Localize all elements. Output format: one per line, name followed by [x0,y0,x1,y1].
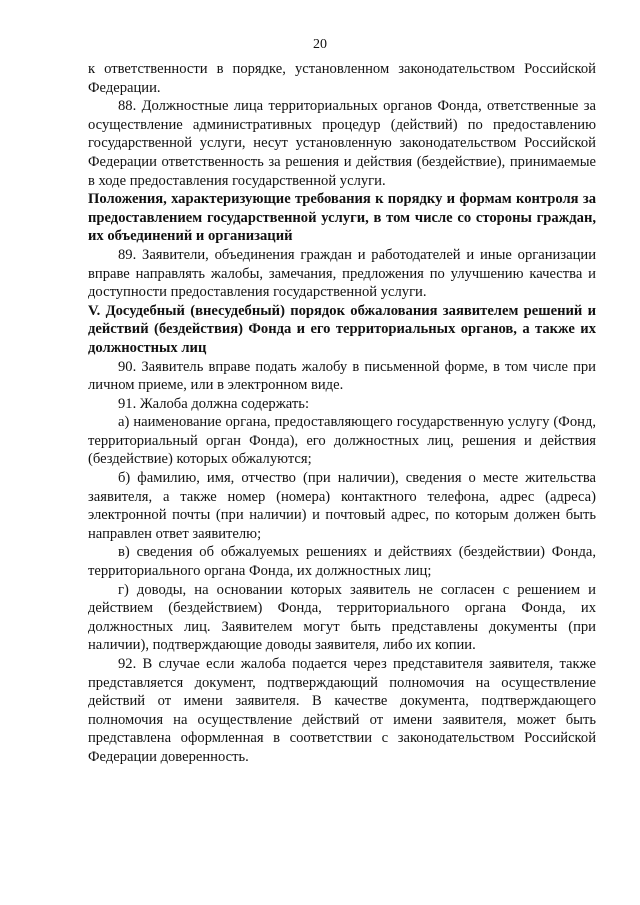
section-heading-control: Положения, характеризующие требования к порядку и формам контроля за предоставлением государственной услуги, в том числе со стороны граждан, их объединений и организаций [88,191,596,245]
paragraph-91-a: а) наименование органа, предоставляющего государственную услугу (Фонд, территориальный орган Фонда), его должностных лиц, решения и действия (бездействие) которых обжалуются; [88,414,596,468]
paragraph-88: 88. Должностные лица территориальных органов Фонда, ответственные за осуществление административных процедур (действий) по предоставлению государственной услуги, несут установленную законодательством Российской Федерации ответственность за решения и действия (бездействие), принимаемые в ходе предоставления государственной услуги. [88,98,596,189]
document-body [88,60,596,767]
paragraph-91: 91. Жалоба должна содержать: [118,395,309,412]
paragraph-90: 90. Заявитель вправе подать жалобу в письменной форме, в том числе при личном приеме, или в электронном виде. [88,358,596,394]
paragraph-92: 92. В случае если жалоба подается через представителя заявителя, также представляется документ, подтверждающий полномочия на осуществление действий от имени заявителя. В качестве документа, подтверждающего полномочия на осуществление действий от имени заявителя, может быть представлена оформленная в соответствии с законодательством Российской Федерации доверенность. [88,656,596,765]
page-number: 20 [313,37,327,52]
section-heading-v: V. Досудебный (внесудебный) порядок обжалования заявителем решений и действий (бездействия) Фонда и его территориальных органов, а также их должностных лиц [88,302,596,356]
paragraph-91-g: г) доводы, на основании которых заявитель не согласен с решением и действием (бездействием) Фонда, территориального органа Фонда, их должностных лиц. Заявителем могут быть представлены документы (при наличии), подтверждающие доводы заявителя, либо их копии. [88,581,596,654]
paragraph-89: 89. Заявители, объединения граждан и работодателей и иные организации вправе направлять жалобы, замечания, предложения по улучшению качества и доступности предоставления государственной услуги. [88,246,596,301]
paragraph-91-v: в) сведения об обжалуемых решениях и действиях (бездействии) Фонда, территориального органа Фонда, их должностных лиц; [88,544,596,580]
paragraph-91-b: б) фамилию, имя, отчество (при наличии), сведения о месте жительства заявителя, а также номер (номера) контактного телефона, адрес (адреса) электронной почты (при наличии) и почтовый адрес, по которым должен быть направлен ответ заявителю; [88,470,596,542]
paragraph-continuation: к ответственности в порядке, установленном законодательством Российской Федерации. [88,61,596,96]
